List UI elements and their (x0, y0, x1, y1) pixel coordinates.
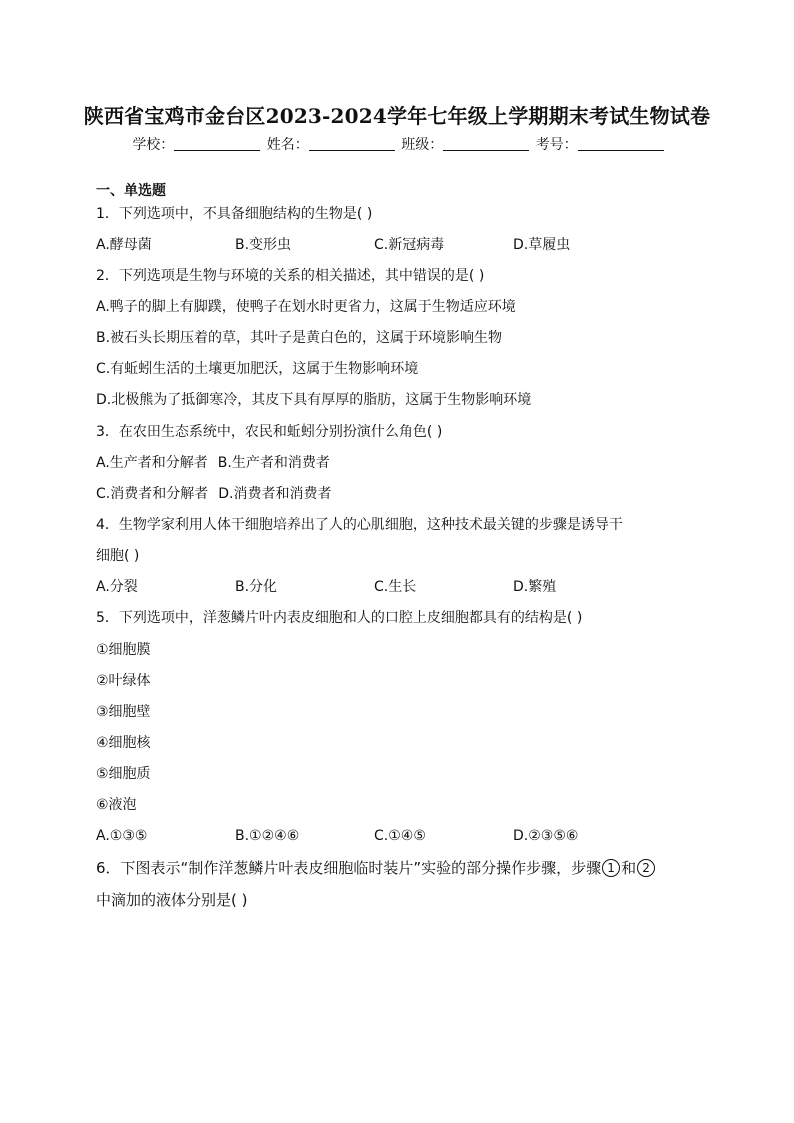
exam-number-blank[interactable] (578, 136, 664, 151)
question-4-options (96, 576, 706, 598)
q5-item-1: ①细胞膜 (96, 642, 151, 658)
q3-option-b[interactable]: B.生产者和消费者 (217, 455, 330, 471)
class-label: 班级： (401, 137, 444, 153)
q5-item-6: ⑥液泡 (96, 797, 137, 813)
question-3-stem: 3．在农田生态系统中，农民和蚯蚓分别扮演什么角色( ) (96, 424, 443, 440)
q4-option-d[interactable]: D.繁殖 (513, 579, 557, 595)
q4-option-c[interactable]: C.生长 (374, 579, 417, 595)
question-5-stem: 5．下列选项中，洋葱鳞片叶内表皮细胞和人的口腔上皮细胞都具有的结构是( ) (96, 610, 583, 626)
question-4-stem-line1: 4．生物学家利用人体干细胞培养出了人的心肌细胞，这种技术最关键的步骤是诱导干 (96, 517, 623, 533)
q5-item-5: ⑤细胞质 (96, 766, 151, 782)
student-info-row (0, 134, 794, 156)
q4-option-a[interactable]: A.分裂 (96, 579, 138, 595)
question-1-stem: 1．下列选项中，不具备细胞结构的生物是( ) (96, 206, 373, 222)
q5-option-c[interactable]: C.①④⑤ (374, 828, 426, 844)
name-blank[interactable] (309, 136, 395, 151)
question-4-stem-line2: 细胞( ) (96, 548, 140, 564)
q3-option-d[interactable]: D.消费者和消费者 (218, 486, 332, 502)
q5-item-3: ③细胞壁 (96, 704, 151, 720)
q5-item-2: ②叶绿体 (96, 673, 151, 689)
q6-and-text: 和 (621, 859, 637, 877)
q2-option-c[interactable]: C.有蚯蚓生活的土壤更加肥沃，这属于生物影响环境 (96, 361, 419, 377)
q1-option-a[interactable]: A.酵母菌 (96, 237, 152, 253)
q5-option-a[interactable]: A.①③⑤ (96, 828, 148, 844)
question-6-stem-line1 (96, 856, 706, 880)
q4-option-b[interactable]: B.分化 (235, 579, 278, 595)
question-5-options (96, 825, 706, 847)
exam-number-label: 考号： (535, 137, 578, 153)
step-2-circle-icon: 2 (637, 859, 655, 877)
q3-option-c[interactable]: C.消费者和分解者 (96, 486, 209, 502)
q5-item-4: ④细胞核 (96, 735, 151, 751)
question-2-stem: 2．下列选项是生物与环境的关系的相关描述，其中错误的是( ) (96, 268, 485, 284)
q5-option-d[interactable]: D.②③⑤⑥ (513, 828, 579, 844)
class-blank[interactable] (443, 136, 529, 151)
q5-option-b[interactable]: B.①②④⑥ (235, 828, 300, 844)
question-3-options-row1 (96, 452, 706, 474)
section-title: 一、单选题 (96, 183, 166, 199)
q3-option-a[interactable]: A.生产者和分解者 (96, 455, 208, 471)
school-blank[interactable] (174, 136, 260, 151)
exam-title: 陕西省宝鸡市金台区2023-2024学年七年级上学期期末考试生物试卷 (83, 104, 711, 128)
q1-option-d[interactable]: D.草履虫 (513, 237, 571, 253)
q1-option-c[interactable]: C.新冠病毒 (374, 237, 445, 253)
step-1-circle-icon: 1 (602, 859, 620, 877)
question-3-options-row2 (96, 483, 706, 505)
q2-option-d[interactable]: D.北极熊为了抵御寒冷，其皮下具有厚厚的脂肪，这属于生物影响环境 (96, 392, 532, 408)
name-label: 姓名： (266, 137, 309, 153)
question-1-options (96, 234, 706, 256)
q2-option-b[interactable]: B.被石头长期压着的草，其叶子是黄白色的，这属于环境影响生物 (96, 330, 503, 346)
q1-option-b[interactable]: B.变形虫 (235, 237, 292, 253)
q6-stem-text: 6．下图表示“制作洋葱鳞片叶表皮细胞临时装片”实验的部分操作步骤，步骤 (96, 859, 602, 877)
q2-option-a[interactable]: A.鸭子的脚上有脚蹼，使鸭子在划水时更省力，这属于生物适应环境 (96, 299, 516, 315)
school-label: 学校： (132, 137, 175, 153)
question-6-stem-line2: 中滴加的液体分别是( ) (96, 891, 248, 909)
